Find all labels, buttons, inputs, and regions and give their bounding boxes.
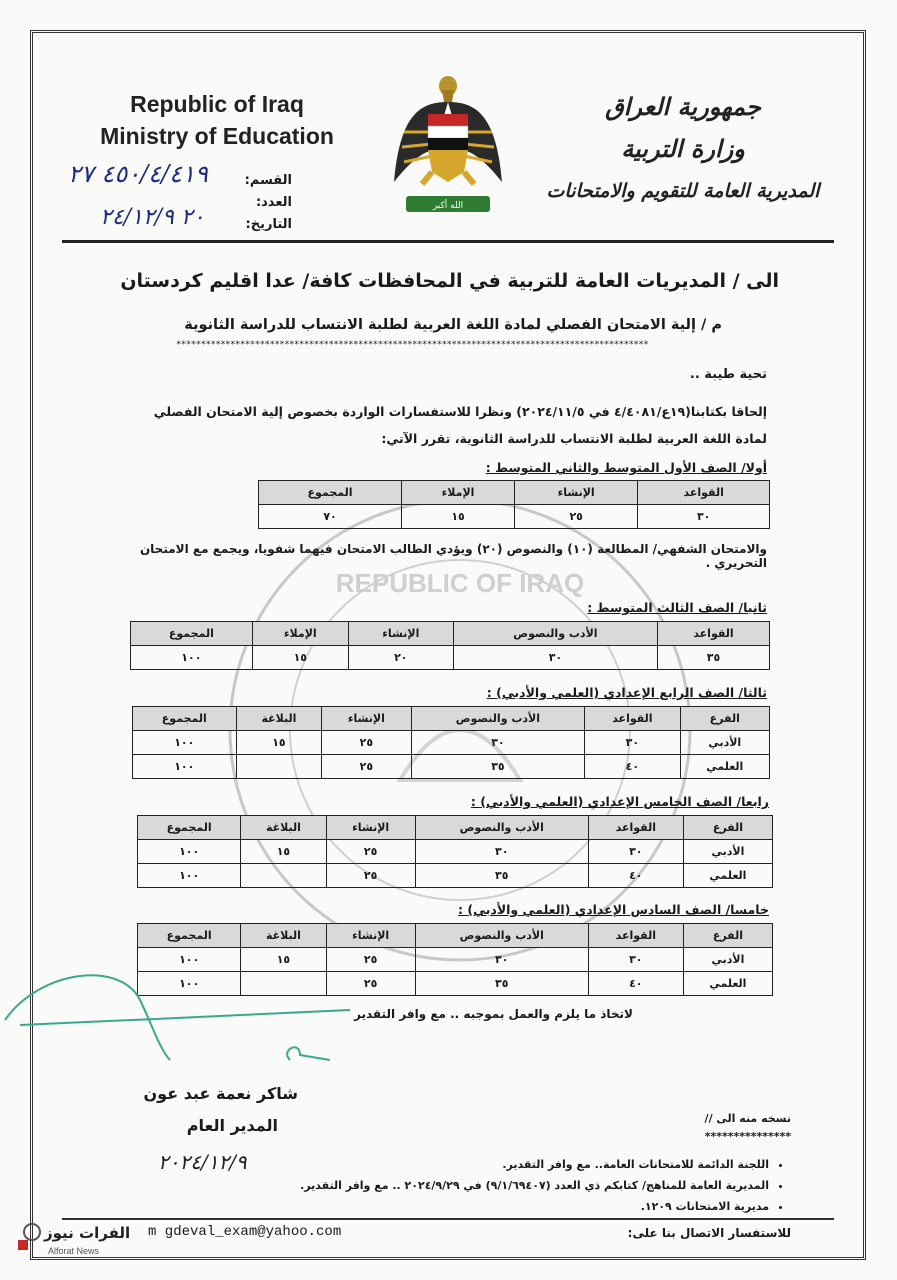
table-header-cell: الإنشاء [322,707,411,731]
table-cell: ٣٥ [658,646,770,670]
table-row [133,731,770,755]
table-cell: ٣٠ [588,840,683,864]
english-letterhead [72,88,362,152]
stamp-text: REPUBLIC OF IRAQ [335,568,585,598]
table-header-cell: القواعد [658,622,770,646]
table-cell: العلمي [683,972,772,996]
closing-line: لاتخاذ ما يلزم والعمل بموجبه .. مع وافر التقدير [354,1007,633,1021]
arabic-directorate: المديرية العامة للتقويم والامتحانات [546,180,820,202]
table-header-cell: الإملاء [252,622,348,646]
handwritten-date: ٢٠ ٢٤/١٢/٩ [100,205,205,230]
table-cell: ٤٠ [588,864,683,888]
list-item: • المديرية العامة للمناهج/ كتابكم ذي العدد (٩/١/٦٩٤٠٧) في ٢٠٢٤/٩/٢٩ .. مع وافر التقدير. [251,1177,769,1195]
news-watermark: الفرات نيوز [44,1224,131,1242]
table-cell: ١٠٠ [138,864,241,888]
contact-email: m gdeval_exam@yahoo.com [148,1224,342,1240]
table-cell: ٢٥ [326,972,415,996]
table-cell: ٣٥ [415,972,588,996]
table-cell: ١٠٠ [133,731,237,755]
table-grade-1-2 [258,480,770,529]
table-header-cell: المجموع [131,622,253,646]
table-cell: ٣٠ [415,948,588,972]
table-cell: ٣٥ [415,864,588,888]
table-cell: ١٥ [236,731,322,755]
signature-scribble [0,960,360,1080]
subject-star-divider: ************************************************************************************************ [176,340,649,350]
table-cell: ١٠٠ [138,840,241,864]
table-header-cell: الأدب والنصوص [415,924,588,948]
news-logo-icon [16,1222,42,1252]
greeting: تحية طيبة .. [689,367,767,382]
table-cell: ١٥ [241,948,326,972]
table-header-cell: الإملاء [402,481,515,505]
table-row [138,864,773,888]
section5-title: خامسا/ الصف السادس الإعدادي (العلمي والأدبي) : [458,902,769,917]
letter-subject: م / إلية الامتحان الفصلي لمادة اللغة العربية لطلبة الانتساب للدراسة الثانوية [184,317,722,333]
table-cell: ٣٠ [415,840,588,864]
table-header-cell: المجموع [133,707,237,731]
table-cell [241,864,326,888]
label-date: التاريخ: [245,217,292,232]
copies-to [251,1110,791,1219]
label-section: القسم: [244,173,292,188]
table-cell: ٢٥ [326,864,415,888]
table-cell: ٢٥ [322,731,411,755]
list-item: • اللجنة الدائمة للامتحانات العامة.. مع وافر التقدير. [251,1156,769,1174]
table-cell: الأدبي [683,840,772,864]
table-header-cell: المجموع [259,481,402,505]
table-header-cell: البلاغة [241,924,326,948]
table-header-cell: الإنشاء [348,622,453,646]
handwritten-number: ٤٥٠/٤/٤١٩ ٢٧ [68,160,208,188]
emblem-banner: الله أكبر [432,201,464,211]
table-cell: ١٥ [252,646,348,670]
section3-title: ثالثا/ الصف الرابع الإعدادي (العلمي والأدبي) : [486,685,767,700]
table-cell: ٣٠ [585,731,680,755]
table-header-cell: الأدب والنصوص [415,816,588,840]
table-header-cell: القواعد [638,481,770,505]
signatory-name: شاكر نعمة عبد عون [143,1084,298,1103]
english-ministry: Ministry of Education [100,123,334,149]
table-cell: ٣٠ [588,948,683,972]
table-cell: ٢٥ [326,840,415,864]
arabic-ministry: وزارة التربية [621,134,745,163]
signature-date: ٢٠٢٤/١٢/٩ [158,1150,247,1174]
table-row [138,840,773,864]
table-header-cell: الأدب والنصوص [453,622,657,646]
table-header-cell: الإنشاء [326,816,415,840]
table-header-cell: الفرع [680,707,769,731]
table-header-cell: القواعد [588,924,683,948]
table-cell: ١٠٠ [131,646,253,670]
table-cell: ١٠٠ [138,948,241,972]
table-header-cell: البلاغة [241,816,326,840]
section4-title: رابعا/ الصف الخامس الإعدادي (العلمي والأدبي) : [470,794,769,809]
table-cell: ٢٥ [514,505,637,529]
arabic-country: جمهورية العراق [605,92,761,121]
table-grade-3 [130,621,770,670]
table-header-cell: الأدب والنصوص [411,707,585,731]
contact-label: للاستفسار الاتصال بنا على: [627,1226,791,1240]
table-cell: ٢٥ [326,948,415,972]
table-cell: ٢٥ [322,755,411,779]
table-cell: ٧٠ [259,505,402,529]
table-cell: الأدبي [680,731,769,755]
table-cell: ٢٠ [348,646,453,670]
letter-recipient: الى / المديريات العامة للتربية في المحافظات كافة/ عدا اقليم كردستان [120,270,779,292]
table-cell: ٣٥ [411,755,585,779]
table-cell: ١٥ [241,840,326,864]
table-header-cell: الإنشاء [514,481,637,505]
table-header-cell: الإنشاء [326,924,415,948]
header-divider [62,240,834,243]
copies-stars: *************** [704,1130,791,1143]
table-header-cell: القواعد [585,707,680,731]
table-grade-4 [132,706,770,779]
table-header-cell: القواعد [588,816,683,840]
footer-divider [62,1218,834,1220]
section1-note: والامتحان الشفهي/ المطالعة (١٠) والنصوص (٢٠) ويؤدي الطالب الامتحان فيهما شفويا، ويجمع مع الامتحان التحريري . [139,542,767,570]
label-number: العدد: [255,195,292,210]
table-cell: ٣٠ [411,731,585,755]
table-cell: ١٥ [402,505,515,529]
iraq-eagle-emblem-icon [392,72,504,222]
list-item: • مديرية الامتحانات ١٢٠٩. [251,1198,769,1216]
copies-title: نسخه منه الى // [704,1112,791,1125]
news-watermark-sub: Alforat News [48,1246,100,1256]
table-cell: الأدبي [683,948,772,972]
table-cell: ٣٠ [638,505,770,529]
section2-title: ثانيا/ الصف الثالث المتوسط : [587,600,767,615]
section1-title: أولا/ الصف الأول المتوسط والثاني المتوسط : [485,460,767,475]
arabic-letterhead [543,86,823,212]
table-row [133,755,770,779]
table-header-cell: البلاغة [236,707,322,731]
table-header-cell: الفرع [683,816,772,840]
table-cell: ١٠٠ [133,755,237,779]
table-header-cell: المجموع [138,924,241,948]
english-country: Republic of Iraq [130,91,304,117]
table-header-cell: المجموع [138,816,241,840]
table-cell: ٤٠ [588,972,683,996]
letter-body: إلحاقا بكتابنا(١٩ع/٤/٤٠٨١ في ٢٠٢٤/١١/٥) ونظرا للاستفسارات الواردة بخصوص إلية الامتحان الفصلي لمادة اللغة العربية لطلبة الانتساب للدراسة الثانوية، تقرر الآتي: [153,404,767,446]
table-header-cell: الفرع [683,924,772,948]
table-cell: ١٠٠ [138,972,241,996]
copies-list [251,1156,791,1216]
table-cell [236,755,322,779]
table-grade-5 [137,815,773,888]
table-cell: العلمي [680,755,769,779]
table-cell: ٣٠ [453,646,657,670]
table-cell: ٤٠ [585,755,680,779]
table-cell: العلمي [683,864,772,888]
signatory-title: المدير العام [186,1116,278,1135]
